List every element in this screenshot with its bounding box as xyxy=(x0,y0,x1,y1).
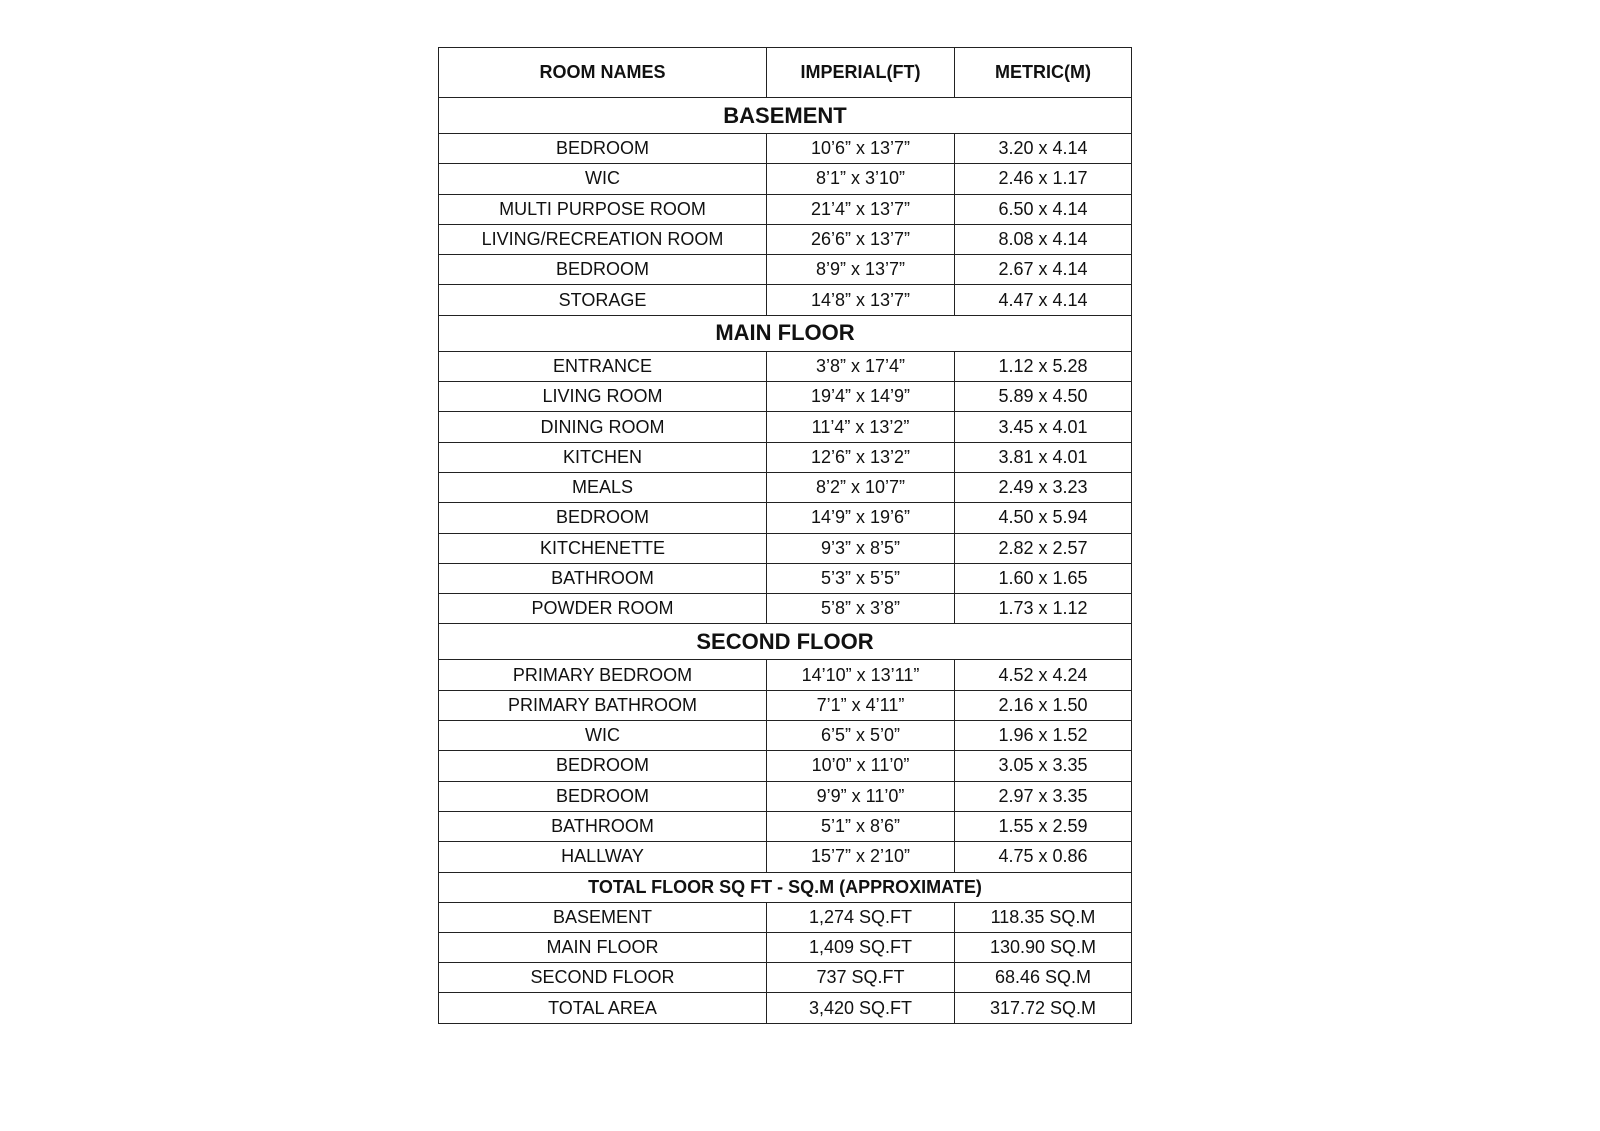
imperial-dimensions: 12’6” x 13’2” xyxy=(767,442,955,472)
table-row xyxy=(439,255,1132,285)
imperial-dimensions: 9’9” x 11’0” xyxy=(767,781,955,811)
section-title: TOTAL FLOOR SQ FT - SQ.M (APPROXIMATE) xyxy=(439,872,1132,902)
imperial-dimensions: 10’0” x 11’0” xyxy=(767,751,955,781)
imperial-dimensions: 15’7” x 2’10” xyxy=(767,842,955,872)
imperial-dimensions: 5’8” x 3’8” xyxy=(767,594,955,624)
table-row xyxy=(439,351,1132,381)
imperial-dimensions: 5’3” x 5’5” xyxy=(767,563,955,593)
metric-dimensions: 2.46 x 1.17 xyxy=(955,164,1132,194)
table-row xyxy=(439,993,1132,1023)
room-name: WIC xyxy=(439,164,767,194)
metric-dimensions: 1.96 x 1.52 xyxy=(955,721,1132,751)
metric-dimensions: 4.52 x 4.24 xyxy=(955,660,1132,690)
room-name: MEALS xyxy=(439,472,767,502)
room-name: LIVING ROOM xyxy=(439,382,767,412)
room-name: HALLWAY xyxy=(439,842,767,872)
imperial-dimensions: 11’4” x 13’2” xyxy=(767,412,955,442)
table-row xyxy=(439,533,1132,563)
section-title: MAIN FLOOR xyxy=(439,315,1132,351)
table-row xyxy=(439,224,1132,254)
metric-dimensions: 68.46 SQ.M xyxy=(955,963,1132,993)
metric-dimensions: 1.73 x 1.12 xyxy=(955,594,1132,624)
table-row xyxy=(439,660,1132,690)
metric-dimensions: 2.97 x 3.35 xyxy=(955,781,1132,811)
table-row xyxy=(439,751,1132,781)
room-name: MULTI PURPOSE ROOM xyxy=(439,194,767,224)
imperial-dimensions: 10’6” x 13’7” xyxy=(767,134,955,164)
room-name: BEDROOM xyxy=(439,134,767,164)
room-name: KITCHENETTE xyxy=(439,533,767,563)
table-row xyxy=(439,442,1132,472)
table-row xyxy=(439,412,1132,442)
table-row xyxy=(439,164,1132,194)
metric-dimensions: 3.20 x 4.14 xyxy=(955,134,1132,164)
metric-dimensions: 4.75 x 0.86 xyxy=(955,842,1132,872)
room-name: PRIMARY BEDROOM xyxy=(439,660,767,690)
table-row xyxy=(439,781,1132,811)
table-row xyxy=(439,194,1132,224)
room-name: DINING ROOM xyxy=(439,412,767,442)
metric-dimensions: 130.90 SQ.M xyxy=(955,932,1132,962)
metric-dimensions: 2.82 x 2.57 xyxy=(955,533,1132,563)
metric-dimensions: 8.08 x 4.14 xyxy=(955,224,1132,254)
imperial-dimensions: 8’1” x 3’10” xyxy=(767,164,955,194)
metric-dimensions: 3.45 x 4.01 xyxy=(955,412,1132,442)
section-header-row xyxy=(439,624,1132,660)
room-name: PRIMARY BATHROOM xyxy=(439,690,767,720)
room-name: POWDER ROOM xyxy=(439,594,767,624)
room-name: BEDROOM xyxy=(439,751,767,781)
room-name: TOTAL AREA xyxy=(439,993,767,1023)
metric-dimensions: 2.49 x 3.23 xyxy=(955,472,1132,502)
header-row xyxy=(439,48,1132,98)
metric-dimensions: 6.50 x 4.14 xyxy=(955,194,1132,224)
table-row xyxy=(439,563,1132,593)
imperial-dimensions: 14’10” x 13’11” xyxy=(767,660,955,690)
room-name: MAIN FLOOR xyxy=(439,932,767,962)
header-metric: METRIC(M) xyxy=(955,48,1132,98)
room-name: BEDROOM xyxy=(439,255,767,285)
room-name: ENTRANCE xyxy=(439,351,767,381)
imperial-dimensions: 9’3” x 8’5” xyxy=(767,533,955,563)
section-header-row xyxy=(439,315,1132,351)
room-name: WIC xyxy=(439,721,767,751)
table-row xyxy=(439,382,1132,412)
imperial-dimensions: 19’4” x 14’9” xyxy=(767,382,955,412)
table-row xyxy=(439,472,1132,502)
table-row xyxy=(439,690,1132,720)
imperial-dimensions: 14’9” x 19’6” xyxy=(767,503,955,533)
table-row xyxy=(439,594,1132,624)
metric-dimensions: 2.67 x 4.14 xyxy=(955,255,1132,285)
room-name: STORAGE xyxy=(439,285,767,315)
metric-dimensions: 1.12 x 5.28 xyxy=(955,351,1132,381)
section-header-row xyxy=(439,98,1132,134)
metric-dimensions: 3.05 x 3.35 xyxy=(955,751,1132,781)
table-row xyxy=(439,721,1132,751)
section-title: BASEMENT xyxy=(439,98,1132,134)
metric-dimensions: 3.81 x 4.01 xyxy=(955,442,1132,472)
section-title: SECOND FLOOR xyxy=(439,624,1132,660)
room-name: SECOND FLOOR xyxy=(439,963,767,993)
section-header-row xyxy=(439,872,1132,902)
imperial-dimensions: 6’5” x 5’0” xyxy=(767,721,955,751)
imperial-dimensions: 14’8” x 13’7” xyxy=(767,285,955,315)
room-name: KITCHEN xyxy=(439,442,767,472)
table-row xyxy=(439,932,1132,962)
metric-dimensions: 118.35 SQ.M xyxy=(955,902,1132,932)
imperial-dimensions: 3,420 SQ.FT xyxy=(767,993,955,1023)
table-row xyxy=(439,842,1132,872)
room-name: LIVING/RECREATION ROOM xyxy=(439,224,767,254)
imperial-dimensions: 21’4” x 13’7” xyxy=(767,194,955,224)
table-row xyxy=(439,134,1132,164)
imperial-dimensions: 1,409 SQ.FT xyxy=(767,932,955,962)
imperial-dimensions: 1,274 SQ.FT xyxy=(767,902,955,932)
room-name: BATHROOM xyxy=(439,563,767,593)
metric-dimensions: 1.55 x 2.59 xyxy=(955,811,1132,841)
header-imperial: IMPERIAL(FT) xyxy=(767,48,955,98)
table-row xyxy=(439,285,1132,315)
metric-dimensions: 317.72 SQ.M xyxy=(955,993,1132,1023)
imperial-dimensions: 26’6” x 13’7” xyxy=(767,224,955,254)
table-row xyxy=(439,902,1132,932)
room-name: BEDROOM xyxy=(439,503,767,533)
imperial-dimensions: 8’9” x 13’7” xyxy=(767,255,955,285)
metric-dimensions: 4.50 x 5.94 xyxy=(955,503,1132,533)
metric-dimensions: 2.16 x 1.50 xyxy=(955,690,1132,720)
room-name: BEDROOM xyxy=(439,781,767,811)
room-dimensions-table xyxy=(438,47,1132,1024)
imperial-dimensions: 7’1” x 4’11” xyxy=(767,690,955,720)
header-room-names: ROOM NAMES xyxy=(439,48,767,98)
room-name: BATHROOM xyxy=(439,811,767,841)
imperial-dimensions: 5’1” x 8’6” xyxy=(767,811,955,841)
imperial-dimensions: 737 SQ.FT xyxy=(767,963,955,993)
table-row xyxy=(439,503,1132,533)
imperial-dimensions: 3’8” x 17’4” xyxy=(767,351,955,381)
room-name: BASEMENT xyxy=(439,902,767,932)
metric-dimensions: 4.47 x 4.14 xyxy=(955,285,1132,315)
imperial-dimensions: 8’2” x 10’7” xyxy=(767,472,955,502)
table-row xyxy=(439,963,1132,993)
table-row xyxy=(439,811,1132,841)
metric-dimensions: 1.60 x 1.65 xyxy=(955,563,1132,593)
metric-dimensions: 5.89 x 4.50 xyxy=(955,382,1132,412)
